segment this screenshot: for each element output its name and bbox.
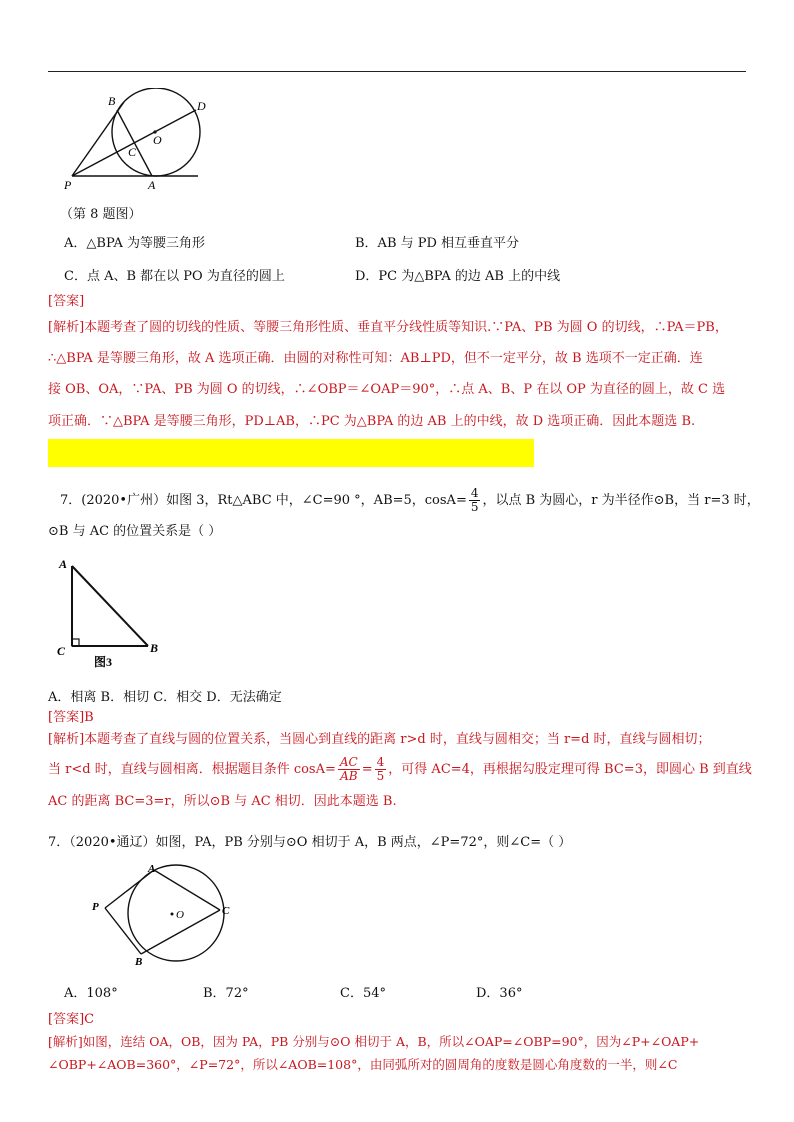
q7a-analysis-frac-1-num: AC [339,755,358,769]
q7a-analysis-frac-2 [375,756,387,783]
q8-option-c: C．点 A、B 都在以 PO 为直径的圆上 [64,269,285,284]
q7b-analysis-line-2: ∠OBP+∠AOB=360°，∠P=72°，所以∠AOB=108°，由同弧所对的圆周角的度数是圆心角度数的一半，则∠C [48,1057,678,1072]
q7b-option-a: A．108° [64,986,118,1001]
q7b-stem: 7．（2020•通辽）如图，PA，PB 分别与⊙O 相切于 A，B 两点，∠P=72°，则∠C=（ ） [48,835,572,850]
header-rule [48,71,746,72]
q7a-analysis-frac-2-den: 5 [376,769,385,783]
q7a-stem-line-1 [60,486,760,516]
q7a-figure [50,556,170,672]
q8-label-c: C [128,145,137,159]
q7b-label-p: P [92,901,99,913]
q7a-stem-fraction [469,487,481,514]
q7a-analysis-eq: = [361,762,373,777]
highlight-bar [48,439,534,467]
q8-label-p: P [64,178,72,192]
q7a-analysis-2-tail: ，可得 AC=4，再根据勾股定理可得 BC=3，即圆心 B 到直线 [388,762,752,777]
q7a-label-c: C [57,644,66,658]
q7a-stem-frac-num: 4 [470,486,479,500]
q7a-analysis-frac-2-num: 4 [376,755,385,769]
q7a-stem-tail: ，以点 B 为圆心，r 为半径作⊙B，当 r=3 时， [482,493,760,508]
q7a-label-b: B [150,641,159,655]
q7a-options: A．相离 B．相切 C．相交 D．无法确定 [48,690,282,705]
q7a-analysis-line-1: [解析]本题考查了直线与圆的位置关系，当圆心到直线的距离 r>d 时，直线与圆相交；当 r=d 时，直线与圆相切； [48,732,711,747]
q8-analysis-line-1: [解析]本题考查了圆的切线的性质、等腰三角形性质、垂直平分线性质等知识.∵PA、PB 为圆 O 的切线，∴PA＝PB， [48,320,728,335]
q7a-analysis-line-2 [48,753,752,787]
q8-option-a: A．△BPA 为等腰三角形 [64,236,206,251]
q7a-label-a: A [59,557,68,571]
q7b-label-b: B [135,956,143,968]
q8-analysis-line-3: 接 OB、OA，∵PA、PB 为圆 O 的切线，∴∠OBP＝∠OAP＝90°，∴点 A、B、P 在以 OP 为直径的圆上，故 C 选 [48,382,726,397]
q7b-label-a: A [148,863,156,875]
q7a-stem-frac-den: 5 [470,500,479,514]
q8-option-d: D．PC 为△BPA 的边 AB 上的中线 [355,269,561,284]
q7b-label-c: C [222,905,230,917]
q7a-analysis-2-head: 当 r<d 时，直线与圆相离．根据题目条件 cosA= [48,762,336,777]
q7a-analysis-frac-1 [338,756,360,783]
q7a-analysis-line-3: AC 的距离 BC=3=r，所以⊙B 与 AC 相切．因此本题选 B. [48,794,397,809]
q8-figure [58,88,208,198]
q8-label-a: A [148,178,156,192]
q7a-answer: [答案]B [48,710,94,725]
q7b-answer: [答案]C [48,1012,95,1027]
q8-option-b: B．AB 与 PD 相互垂直平分 [355,236,520,251]
q8-analysis-line-4: 项正确．∵△BPA 是等腰三角形，PD⊥AB，∴PC 为△BPA 的边 AB 上的中线，故 D 选项正确．因此本题选 B. [48,414,696,429]
q8-label-d: D [197,99,206,113]
q7b-figure [88,862,248,972]
q7b-option-d: D．36° [476,986,523,1001]
q7b-option-b: B．72° [203,986,249,1001]
q7b-analysis-line-1: [解析]如图，连结 OA，OB，因为 PA，PB 分别与⊙O 相切于 A，B，所以∠OAP=∠OBP=90°，因为∠P+∠OAP+ [48,1034,700,1049]
q8-label-o: O [153,133,162,147]
q7a-stem-head: 7．(2020•广州）如图 3，Rt△ABC 中，∠C=90 °，AB=5，cosA= [60,493,467,508]
q7b-option-c: C．54° [340,986,386,1001]
q7a-stem-line-2: ⊙B 与 AC 的位置关系是（ ） [48,524,222,539]
q7b-label-o: O [176,909,184,921]
q8-answer: [答案] [48,294,85,309]
q8-analysis-line-2: ∴△BPA 是等腰三角形，故 A 选项正确．由圆的对称性可知：AB⊥PD，但不一定平分，故 B 选项不一定正确．连 [48,351,703,366]
q7a-analysis-frac-1-den: AB [340,769,358,783]
q7a-figure-caption: 图3 [94,655,113,669]
q8-label-b: B [108,94,116,108]
q8-caption: （第 8 题图） [60,207,142,222]
